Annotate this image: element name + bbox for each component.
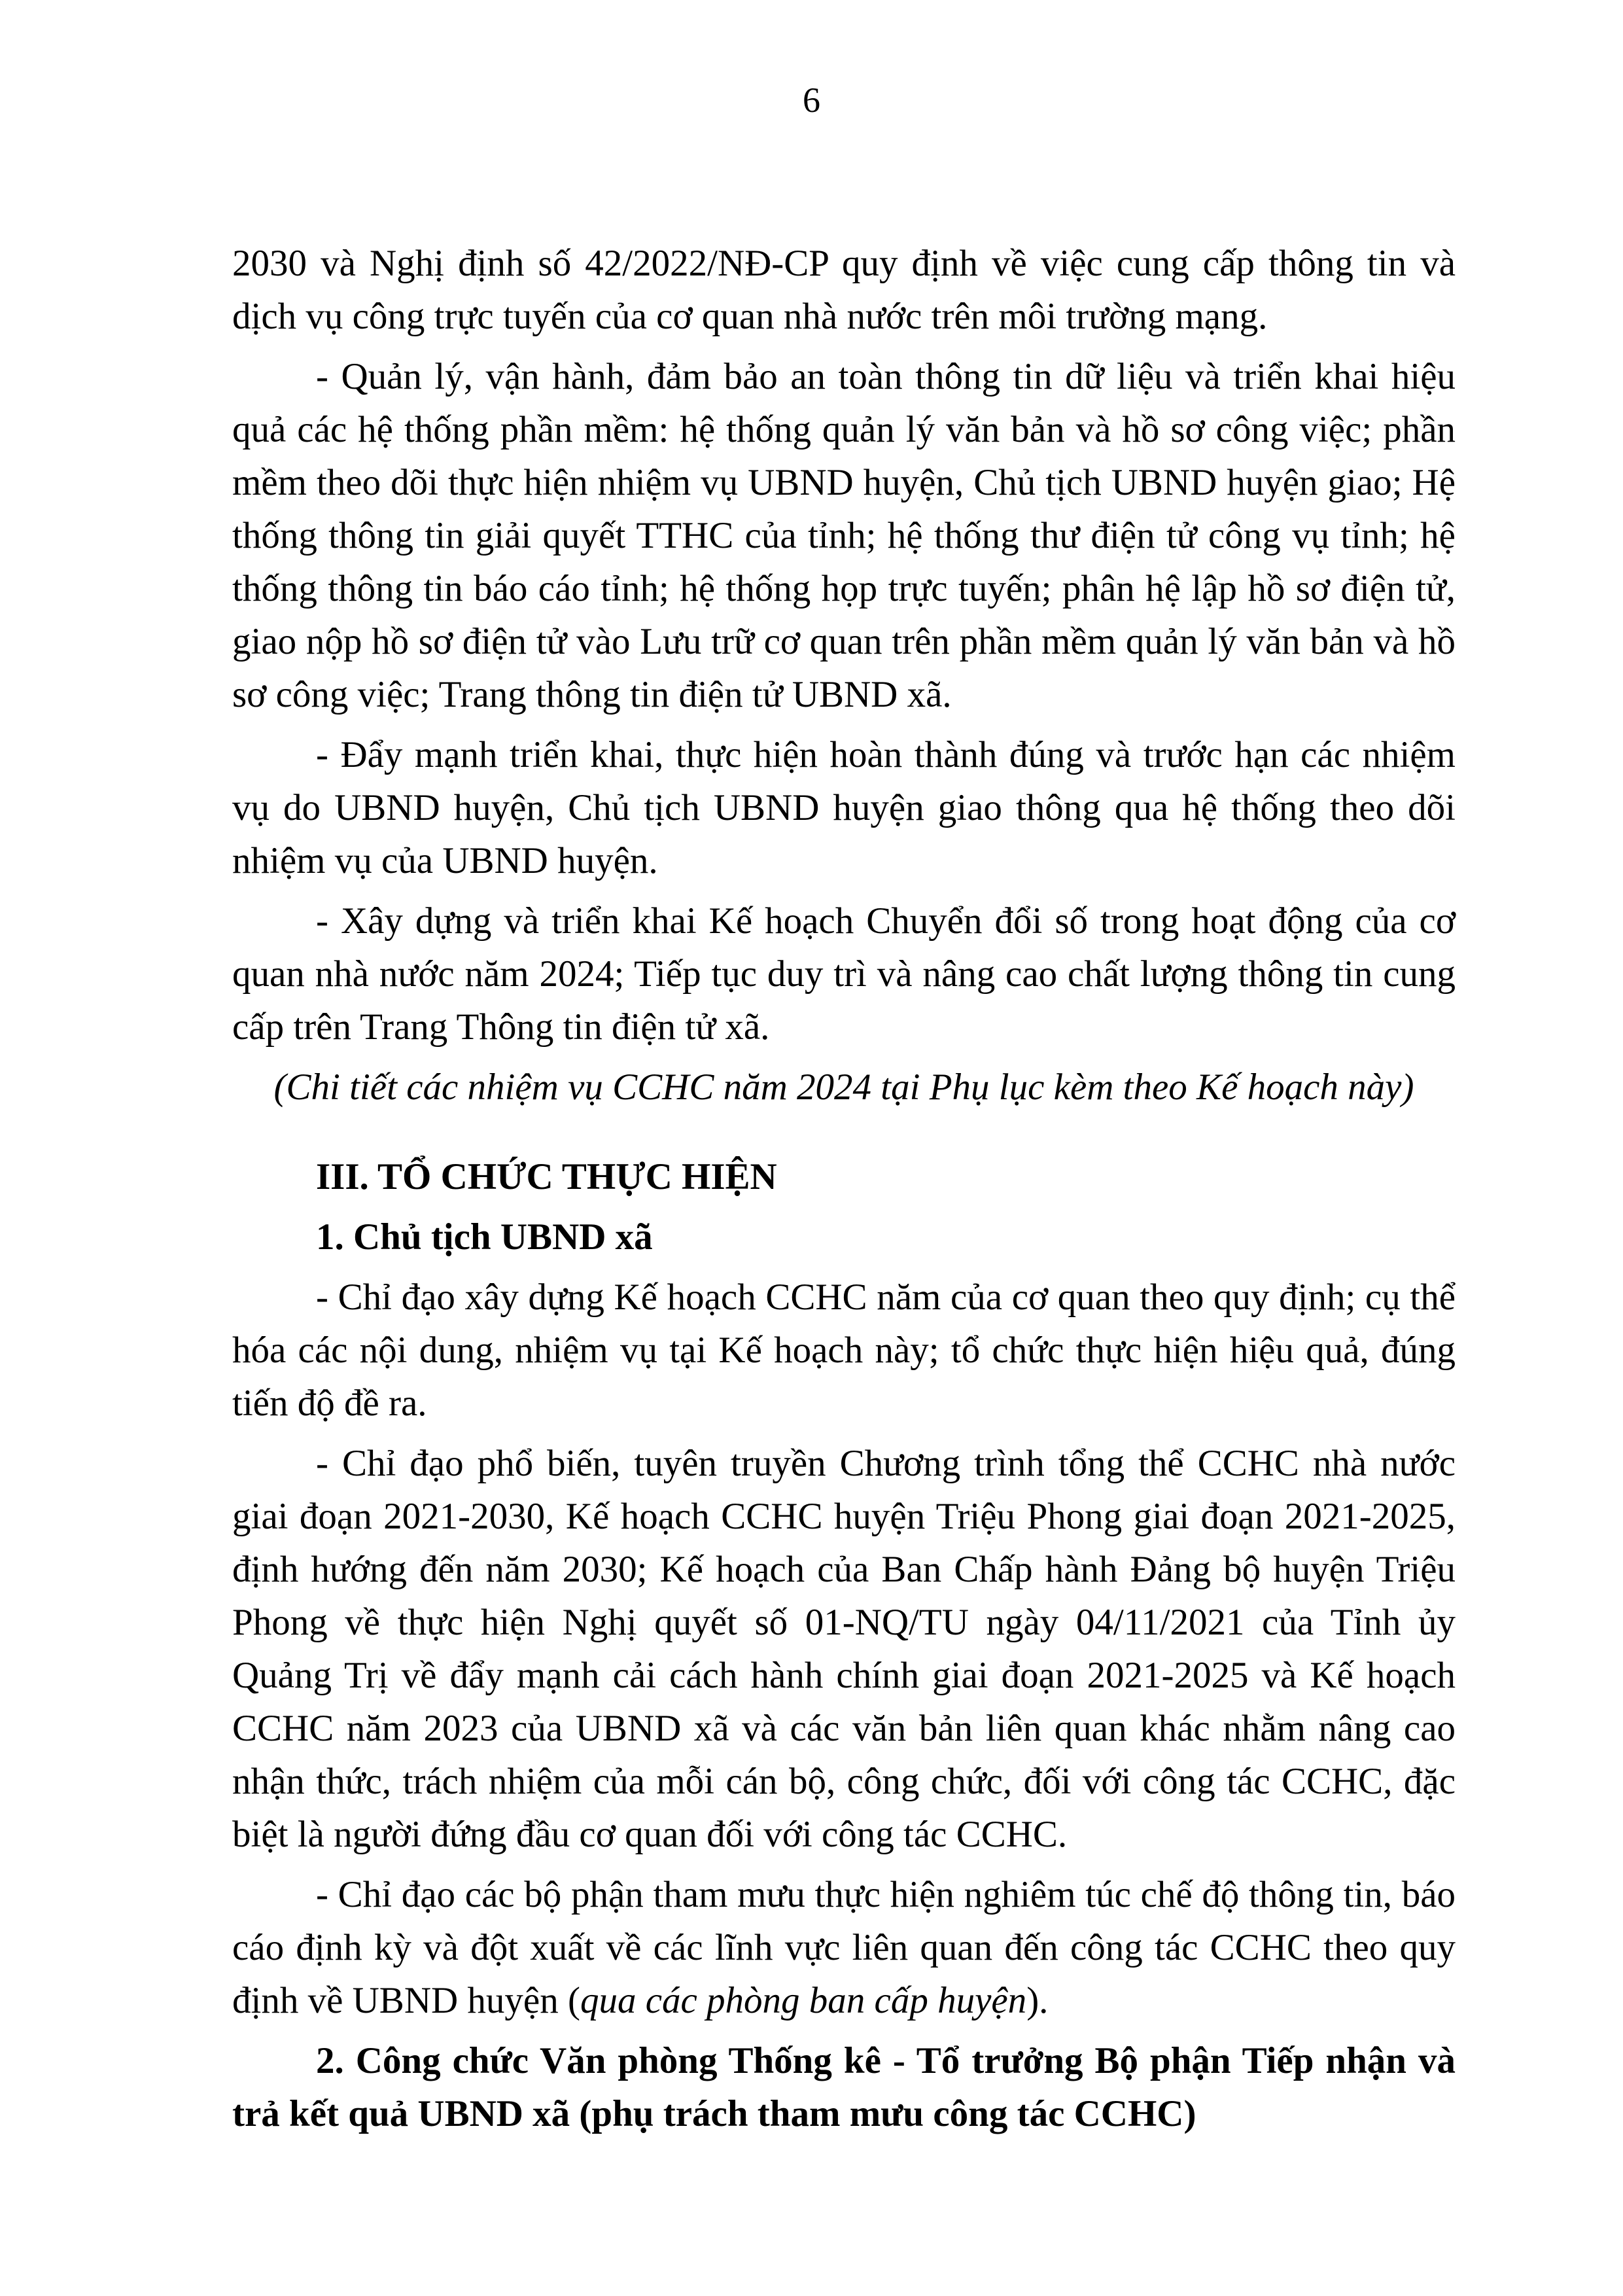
document-body — [232, 237, 1456, 2147]
paragraph-task-completion: - Đẩy mạnh triển khai, thực hiện hoàn thành đúng và trước hạn các nhiệm vụ do UBND huyện, Chủ tịch UBND huyện giao thông qua hệ thống theo dõi nhiệm vụ của UBND huyện. — [232, 734, 1456, 881]
paragraph-software-systems: - Quản lý, vận hành, đảm bảo an toàn thông tin dữ liệu và triển khai hiệu quả các hệ thống phần mềm: hệ thống quản lý văn bản và hồ sơ công việc; phần mềm theo dõi thực hiện nhiệm vụ UBND huyện, Chủ tịch UBND huyện giao; Hệ thống thông tin giải quyết TTHC của tỉnh; hệ thống thư điện tử công vụ tỉnh; hệ thống thông tin báo cáo tỉnh; hệ thống họp trực tuyến; phân hệ lập hồ sơ điện tử, giao nộp hồ sơ điện tử vào Lưu trữ cơ quan trên phần mềm quản lý văn bản và hồ sơ công việc; Trang thông tin điện tử UBND xã. — [232, 356, 1456, 715]
paragraph-direct-plan: - Chỉ đạo xây dựng Kế hoạch CCHC năm của cơ quan theo quy định; cụ thể hóa các nội dung, nhiệm vụ tại Kế hoạch này; tổ chức thực hiện hiệu quả, đúng tiến độ đề ra. — [232, 1277, 1456, 1424]
reporting-italic-text: qua các phòng ban cấp huyện — [580, 1980, 1027, 2021]
subsection-heading-1: 1. Chủ tịch UBND xã — [316, 1216, 653, 1258]
page-number: 6 — [803, 80, 820, 120]
section-heading-iii: III. TỔ CHỨC THỰC HIỆN — [316, 1156, 777, 1197]
subsection-heading-2: 2. Công chức Văn phòng Thống kê - Tổ trưởng Bộ phận Tiếp nhận và trả kết quả UBND xã (phụ trách tham mưu công tác CCHC) — [232, 2040, 1456, 2134]
paragraph-direct-propaganda: - Chỉ đạo phổ biến, tuyên truyền Chương trình tổng thể CCHC nhà nước giai đoạn 2021-2030, Kế hoạch CCHC huyện Triệu Phong giai đoạn 2021-2025, định hướng đến năm 2030; Kế hoạch của Ban Chấp hành Đảng bộ huyện Triệu Phong về thực hiện Nghị quyết số 01-NQ/TU ngày 04/11/2021 của Tỉnh ủy Quảng Trị về đẩy mạnh cải cách hành chính giai đoạn 2021-2025 và Kế hoạch CCHC năm 2023 của UBND xã và các văn bản liên quan khác nhằm nâng cao nhận thức, trách nhiệm của mỗi cán bộ, công chức, đối với công tác CCHC, đặc biệt là người đứng đầu cơ quan đối với công tác CCHC. — [232, 1443, 1456, 1855]
reporting-text: - Chỉ đạo các bộ phận tham mưu thực hiện nghiêm túc chế độ thông tin, báo cáo định kỳ và đột xuất về các lĩnh vực liên quan đến công tác CCHC theo quy định về UBND huyện ( — [232, 1874, 1456, 2021]
paragraph-continuation: 2030 và Nghị định số 42/2022/NĐ-CP quy định về việc cung cấp thông tin và dịch vụ công trực tuyến của cơ quan nhà nước trên môi trường mạng. — [232, 243, 1456, 337]
paragraph-direct-reporting — [232, 1868, 1456, 2027]
appendix-note: (Chi tiết các nhiệm vụ CCHC năm 2024 tại Phụ lục kèm theo Kế hoạch này) — [273, 1067, 1414, 1108]
paragraph-digital-transformation: - Xây dựng và triển khai Kế hoạch Chuyển đổi số trong hoạt động của cơ quan nhà nước năm 2024; Tiếp tục duy trì và nâng cao chất lượng thông tin cung cấp trên Trang Thông tin điện tử xã. — [232, 900, 1456, 1048]
reporting-text-end: ). — [1026, 1980, 1049, 2021]
